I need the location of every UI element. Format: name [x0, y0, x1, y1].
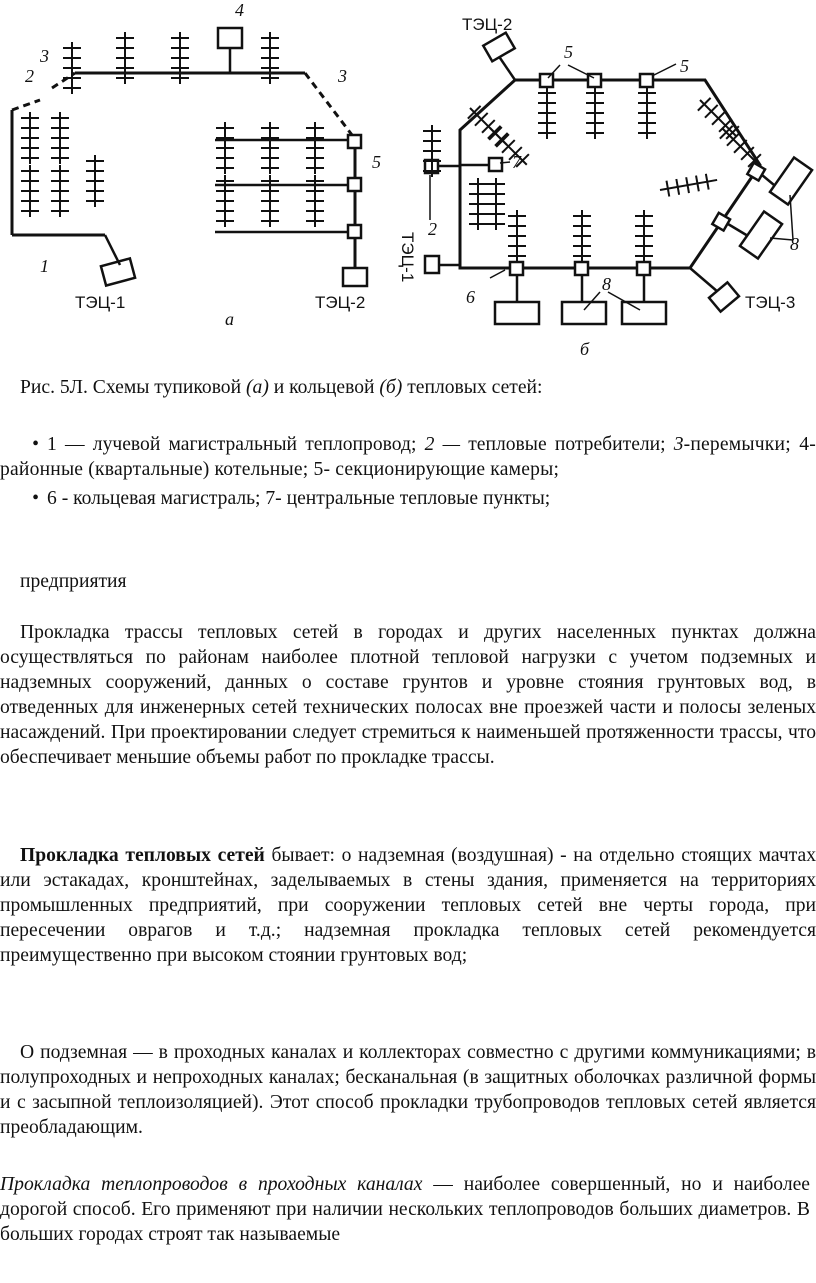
orphan-word: предприятия: [20, 571, 127, 592]
label-7: 7: [512, 152, 521, 172]
label-tec1: ТЭЦ-1: [75, 293, 126, 312]
paragraph-underground: О подземная — в проходных каналах и коллекторах совместно с другими коммуникациями; в полупроходных и непроходных каналах; бесканальная (в защитных оболочках различной формы и с засыпной теплоизоляцией). Этот способ прокладки трубопроводов тепловых сетей является преобладающим.: [0, 1042, 816, 1138]
label-6: 6: [466, 287, 475, 307]
label-2-a: 2: [25, 66, 34, 86]
paragraph-overhead: Прокладка тепловых сетей бывает: о надземная (воздушная) - на отдельно стоящих мачтах или эстакадах, кронштейнах, заделываемых в стены здания, применяется на территориях промышленных предприятий, при сооружении тепловых сетей вне черты города, при пересечении оврагов и т.д.; надземная прокладка тепловых сетей рекомендуется преимущественно при высоком стоянии грунтовых вод;: [0, 845, 816, 966]
paragraph-route: Прокладка трассы тепловых сетей в городах и других населенных пунктах должна осуществляться по районам наиболее плотной тепловой нагрузки с учетом подземных и надземных сооружений, данных о составе грунтов и уровне стояния грунтовых вод, в отведенных для инженерных сетей технических полосах вне проезжей части и полосы зеленых насаждений. При проектировании следует стремиться к наименьшей протяженности трассы, что обеспечивает меньшие объемы работ по прокладке трассы.: [0, 622, 816, 768]
heat-network-figure: [0, 0, 816, 360]
legend-item-2: • 6 - кольцевая магистраль; 7- центральные тепловые пункты;: [0, 486, 816, 511]
consumers-b: [423, 87, 765, 262]
label-4: 4: [235, 0, 244, 20]
label-5-b1: 5: [564, 42, 573, 62]
bullet-dot: •: [32, 434, 39, 455]
label-3-left: 3: [40, 46, 49, 66]
figure-caption: Рис. 5Л. Схемы тупиковой (а) и кольцевой (б) тепловых сетей:: [20, 377, 543, 398]
label-a: а: [225, 309, 234, 329]
label-5-b2: 5: [680, 56, 689, 76]
bullet-dot: •: [32, 488, 39, 509]
consumers-a: [21, 32, 324, 227]
figure-svg: [0, 0, 816, 360]
label-8-bottom: 8: [602, 274, 611, 294]
label-5-a: 5: [372, 152, 381, 172]
label-tec3: ТЭЦ-3: [745, 293, 796, 312]
label-2-b: 2: [428, 219, 437, 239]
label-3-right: 3: [338, 66, 347, 86]
label-8-right: 8: [790, 234, 799, 254]
label-b: б: [580, 339, 590, 359]
label-1: 1: [40, 256, 49, 276]
scheme-b: [425, 33, 812, 324]
legend-item-1: • 1 — лучевой магистральный теплопровод; 2 — тепловые потребители; 3-перемычки; 4- районные (квартальные) котельные; 5- секционирующие камеры;: [0, 434, 816, 480]
paragraph-channels: Прокладка теплопроводов в проходных каналах — наиболее совершенный, но и наиболее дорогой способ. Его применяют при наличии нескольких теплопроводов больших диаметров. В больших городах строят так называемые: [0, 1174, 810, 1245]
label-tec2-a: ТЭЦ-2: [315, 293, 366, 312]
label-tec1-vertical: ТЭЦ-1: [398, 232, 417, 283]
label-tec2-b: ТЭЦ-2: [462, 15, 513, 34]
legend-list: [0, 432, 816, 511]
